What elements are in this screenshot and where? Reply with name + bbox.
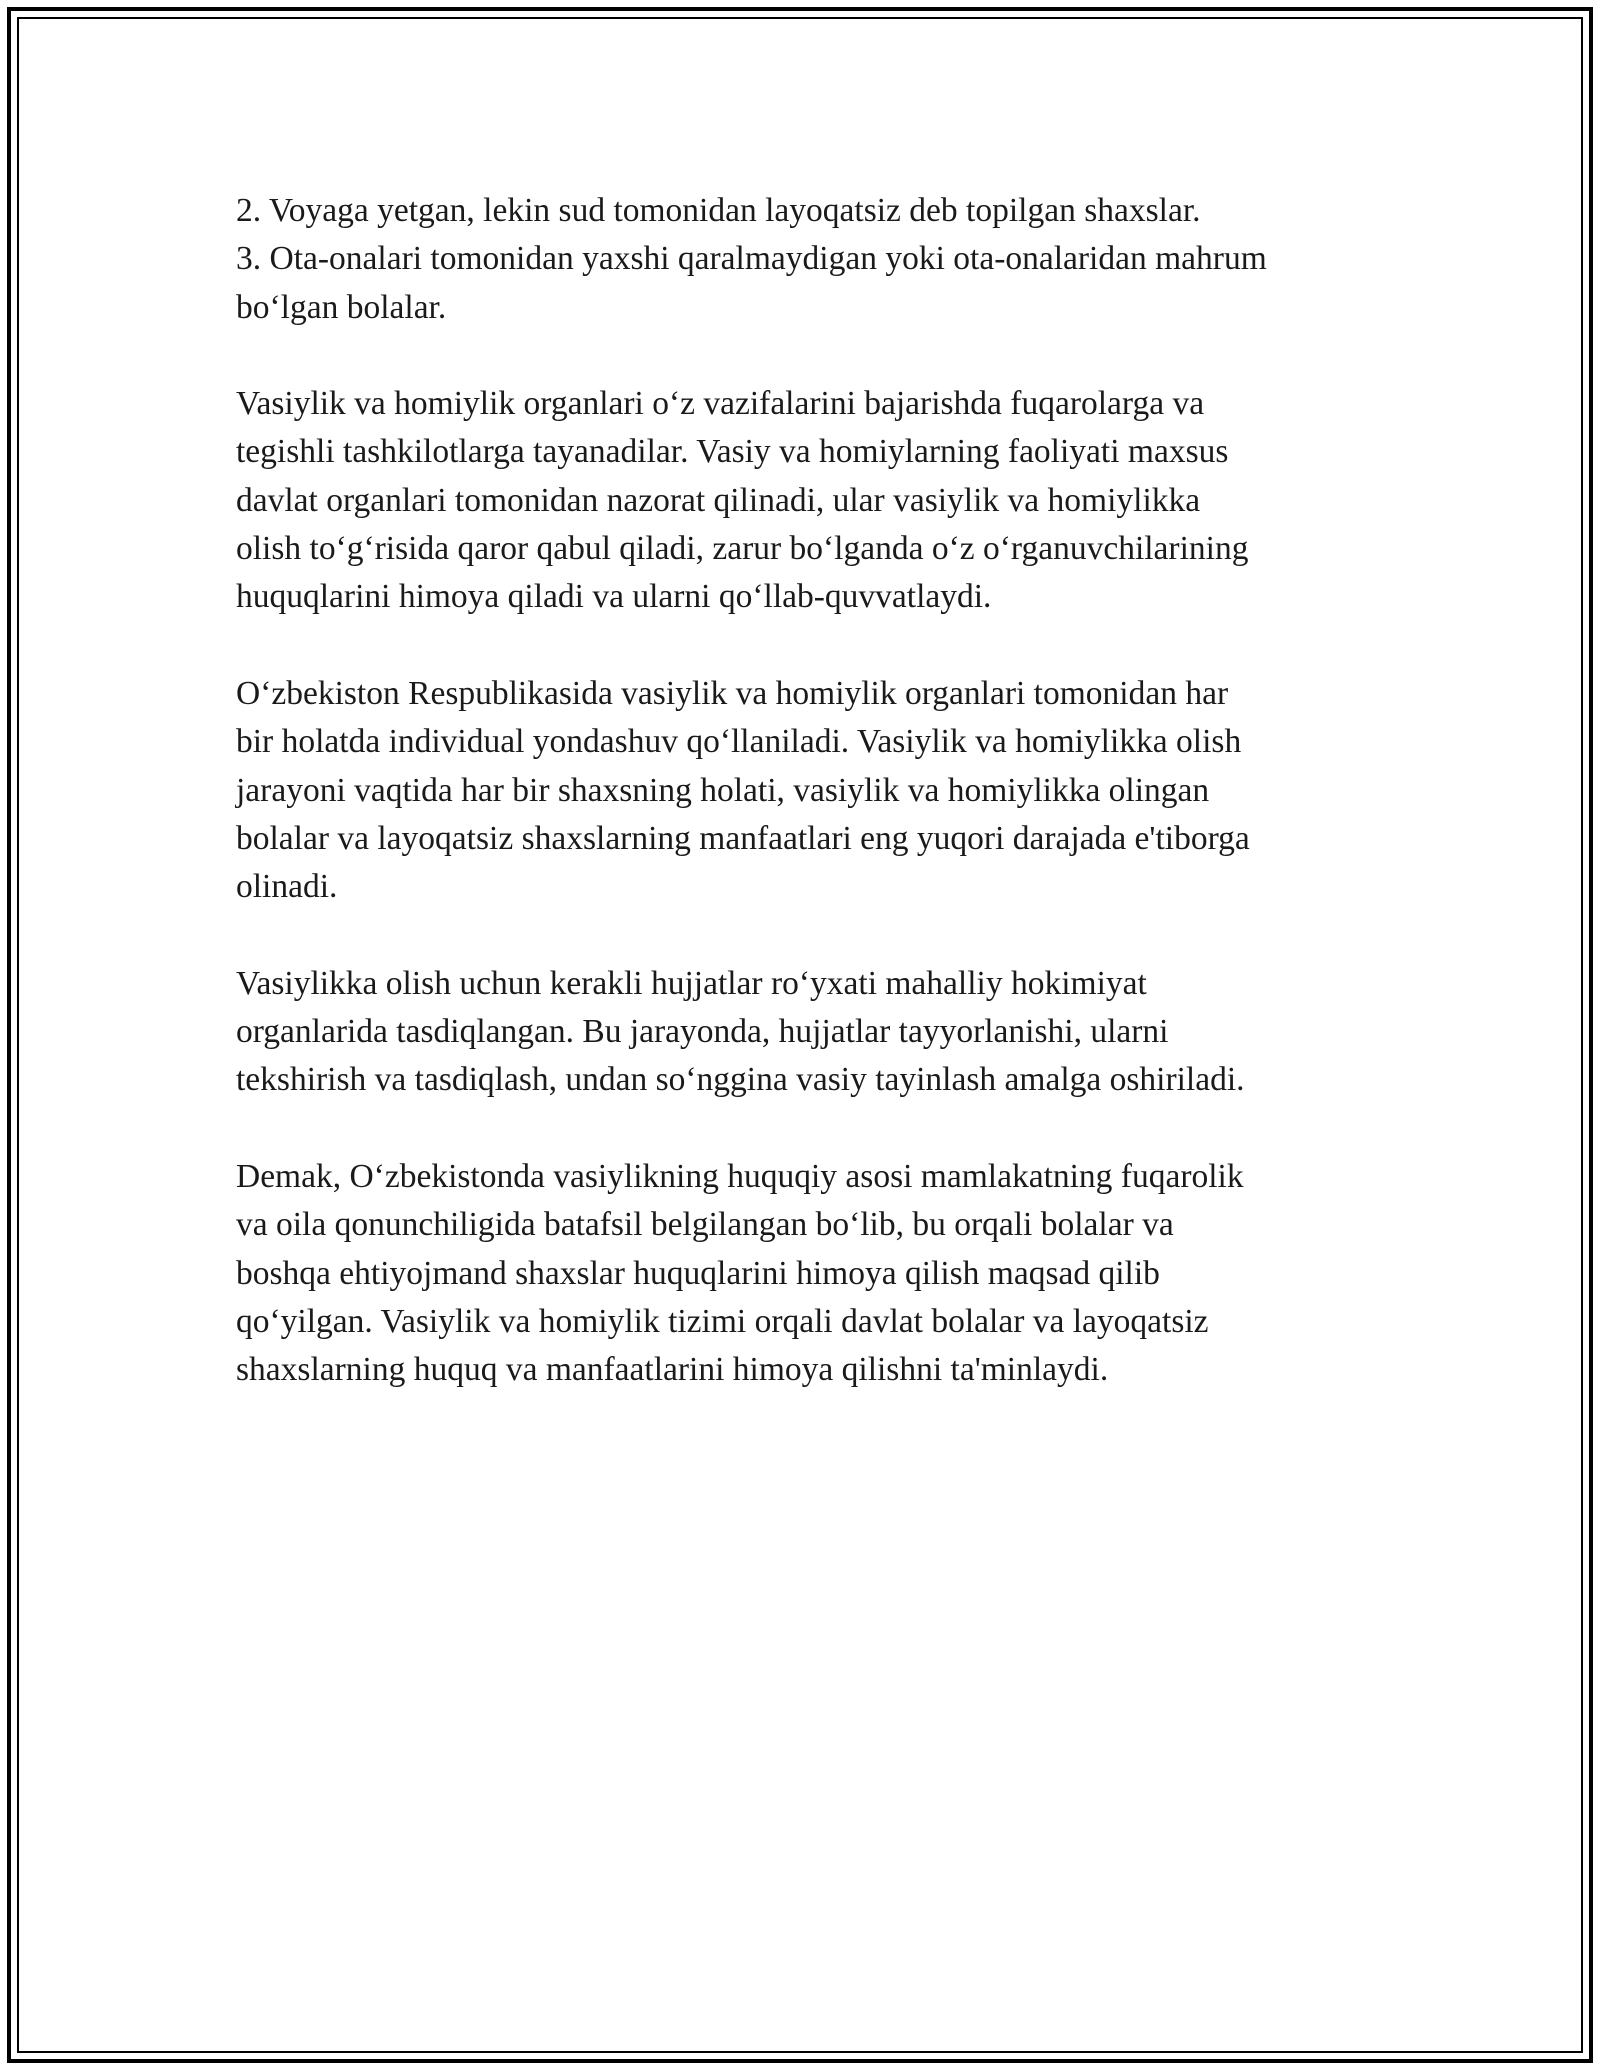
text-line: tekshirish va tasdiqlash, undan so‘nggina vasiy tayinlash amalga oshiriladi. — [236, 1061, 1245, 1099]
document-body — [236, 187, 1376, 1443]
text-line: shaxslarning huquq va manfaatlarini himoya qilishni ta'minlaydi. — [236, 1351, 1109, 1389]
list-item-3-continued: bo‘lgan bolalar. — [236, 288, 447, 326]
paragraph-conclusion — [236, 1153, 1376, 1394]
list-continuation — [236, 187, 1376, 332]
text-line: tegishli tashkilotlarga tayanadilar. Vasiy va homiylarning faoliyati maxsus — [236, 433, 1229, 471]
list-item-2: 2. Voyaga yetgan, lekin sud tomonidan layoqatsiz deb topilgan shaxslar. — [236, 192, 1201, 229]
text-line: boshqa ehtiyojmand shaxslar huquqlarini himoya qilish maqsad qilib — [236, 1254, 1160, 1292]
text-line: Vasiylikka olish uchun kerakli hujjatlar ro‘yxati mahalliy hokimiyat — [236, 964, 1147, 1002]
text-line: olinadi. — [236, 868, 338, 906]
text-line: va oila qonunchiligida batafsil belgilangan bo‘lib, bu orqali bolalar va — [236, 1206, 1174, 1244]
paragraph-required-documents — [236, 960, 1376, 1105]
paragraph-guardianship-bodies — [236, 380, 1376, 621]
text-line: Vasiylik va homiylik organlari o‘z vazifalarini bajarishda fuqarolarga va — [236, 385, 1205, 423]
text-line: jarayoni vaqtida har bir shaxsning holati, vasiylik va homiylikka olingan — [236, 771, 1210, 809]
text-line: bir holatda individual yondashuv qo‘llaniladi. Vasiylik va homiylikka olish — [236, 723, 1242, 761]
text-line: davlat organlari tomonidan nazorat qilinadi, ular vasiylik va homiylikka — [236, 481, 1201, 519]
text-line: olish to‘g‘risida qaror qabul qiladi, zarur bo‘lganda o‘z o‘rganuvchilarining — [236, 530, 1249, 568]
paragraph-individual-approach — [236, 670, 1376, 911]
text-line: organlarida tasdiqlangan. Bu jarayonda, hujjatlar tayyorlanishi, ularni — [236, 1013, 1169, 1051]
text-line: huquqlarini himoya qiladi va ularni qo‘llab-quvvatlaydi. — [236, 578, 992, 616]
text-line: Demak, O‘zbekistonda vasiylikning huquqiy asosi mamlakatning fuqarolik — [236, 1157, 1244, 1195]
list-item-3: 3. Ota-onalari tomonidan yaxshi qaralmaydigan yoki ota-onalaridan mahrum — [236, 240, 1267, 278]
text-line: bolalar va layoqatsiz shaxslarning manfaatlari eng yuqori darajada e'tiborga — [236, 819, 1250, 857]
text-line: qo‘yilgan. Vasiylik va homiylik tizimi orqali davlat bolalar va layoqatsiz — [236, 1302, 1209, 1340]
text-line: O‘zbekiston Respublikasida vasiylik va homiylik organlari tomonidan har — [236, 674, 1229, 712]
